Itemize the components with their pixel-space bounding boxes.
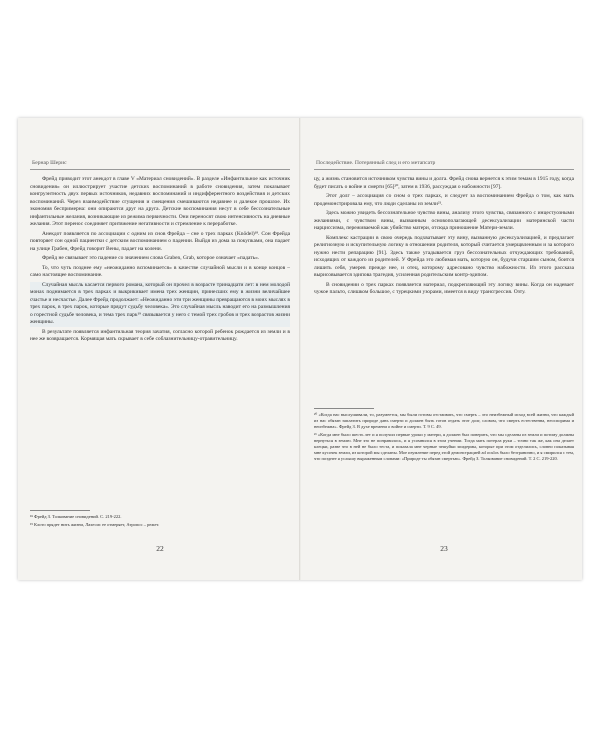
- right-body-text: [314, 176, 574, 299]
- right-footnote-rule: [314, 408, 374, 409]
- left-paragraph: Случайная мысль касается первого романа, который он прочел в возрасте тринадцати лет: в нем молодой монах поднимается в трех парках и выкрикивает имена трех женщин, принесших ему в жизни величайшее счастье и несчастье. Далее Фрейд продолжает: «Неожиданно эти три женщины превращаются в моих мыслях в трех парок, в трех парок, которые прядут судьбу человека». Это случайная мысль наводит его на размышления о горестной судьбе человека, и тема трех парк¹⁹ связывается у него с темой трех гробов и трех возрастов жизни женщины.: [30, 281, 290, 325]
- right-running-head: Последействие. Потерянный след и его метапсатр: [316, 160, 436, 166]
- right-paragraph: Этот долг – ассоциация со сном о трех парках, и следует за воспоминанием Фрейда о том, как мать продемонстрировала ему, что люди сделаны из земли²¹.: [314, 193, 574, 207]
- right-paragraph: В сновидении о трех парках появляется материал, подкрепляющий эту логику вины. Когда он надевает чужое пальто, слишком большое, с турецкими узорами, имеется в виду трансгрессия. Озту.: [314, 281, 574, 295]
- right-paragraph: Комплекс кастрации в свою очередь подхватывает эту вину, вызванную десексуализацией, и предлагает религиозную и искупительную логику в отношении родителя, который считается умерщвленным и за которого нужно нести репарацию [91]. Здесь также угадывается груз бессознательных отчуждающих требований, исходящих от каждого из родителей. У Фрейда это любимая мать, которую он, будучи старшим сыном, боится лишить себя, умерев прежде нее, и отец, которому адресовано чувство набожности. Из этого рассказа вырисовывается эдипова трагедия, усиленная родительским контр-эдипом.: [314, 234, 574, 278]
- footnote: ¹⁹ Клото прядет нить жизни, Лахесис ее отмеряет, Атропос – режет.: [30, 522, 160, 527]
- left-footnotes: [30, 514, 290, 530]
- left-paragraph: В результате появляется инфантильная теория зачатия, согласно которой ребенок рождается из земли и в нее же возвращается. Кормящая мать скрывает в себе соблазнительницу-отравительницу.: [30, 328, 290, 342]
- left-paragraph: Фрейд не связывает это падение со значением слова Graben, Grab, которое означает «падать».: [42, 255, 260, 261]
- left-body-text: [30, 176, 290, 346]
- book-spread: [18, 118, 582, 580]
- left-running-head: Бернар Шерис: [32, 160, 67, 166]
- footnote: ²⁰ «Когда нас выслушивали, то, разумеется, мы были готовы отстаивать, что смерть – это неизбежный исход всей жизни, что каждый из нас обязан заплатить природе дань смерти и должен быть готов отдать этот долг, словом, что смерть естественна, неоспорима и неизбежна». Фрейд З. В духе времени о войне и смерти. Т. 9 С. 49.: [314, 412, 574, 429]
- right-header-rule: [314, 169, 574, 170]
- footnote: ¹⁸ Фрейд З. Толкование сновидений. С. 219-222.: [30, 514, 122, 519]
- left-paragraph: Фрейд приводит этот анекдот в главе V «Материал сновидений». В разделе «Инфантильное как источник сновидения» он иллюстрирует участие детских воспоминаний в работе сновидения, затем показывает конгруэнтность двух первых источников, недавних воспоминаний и индифферентного воздействия и детских воспоминаний. Через взаимодействие сгущения и смещения смешиваются недавнее и далекое прошлое. Их экономия беспримерна: они опираются друг на друга. Детские воспоминания несут в себе бессознательные инфантильные желания, возникающие из режима первичности. Они переносят свою интенсивность на дневные желания. Этот перенос соединяет притяжение негативности и стремление к переработке.: [30, 176, 290, 227]
- book-gutter: [299, 118, 301, 580]
- right-page-number: 23: [440, 544, 448, 553]
- right-page: [314, 118, 574, 580]
- left-footnote-rule: [30, 510, 90, 511]
- right-footnotes: [314, 412, 574, 464]
- footnote: ²¹ «Когда мне было шесть лет и я получил первые уроки у матери, я должен был поверить, что мы сделаны из земли и потому должны вернуться в землю. Мне это не понравилось, и я усомнился в этом учении. Тогда мать потерла руки – точно так же, как она делает клецки, разве что в ней не было теста, и показала мне черные чешуйки эпидермы, которые при этом отделились, словно показывая мне кусочек земли, из которой мы сделаны. Мое изумление перед этой демонстрацией ad oculos было безгранично, и я смирился с тем, что позднее я услышу выраженным словами: «Природе ты обязан смертью». Фрейд З. Толкование сновидений. Т. 2 С. 219-220.: [314, 432, 574, 461]
- left-paragraph: Анекдот появляется по ассоциации с одним из снов Фрейда – сне о трех парках (Knödel)¹⁸. Сон Фрейда повторяет сон одной пациентки с детским воспоминанием о падении. Выйдя из дома за покупками, она падает на улице Грабен, Фрейд говорит Вены, падает на колени.: [30, 230, 290, 252]
- right-paragraph: Здесь можно увидеть бессознательное чувство вины, анализу этого чувства, связанного с инцестуозными желаниями, с чувством вины, вызванным основополагающей десексуализации материнской части нарциссизма, переживаемой как убийство матери, отсюда приношение Матери-земли.: [314, 210, 574, 231]
- left-page: [30, 118, 290, 580]
- left-page-number: 22: [156, 544, 164, 553]
- right-paragraph: цу, а жизнь становится источником чувства вины и долга. Фрейд снова вернется к этим темам в 1915 году, когда будет писать о войне и смерти [65]²⁰, затем в 1936, рассуждая о набожности [97].: [314, 176, 574, 190]
- left-paragraph: То, что чуть позднее ему «неожиданно вспоминается» в качестве случайной мысли и в конце концов – само настоящее воспоминание.: [30, 264, 290, 278]
- left-header-rule: [30, 169, 290, 170]
